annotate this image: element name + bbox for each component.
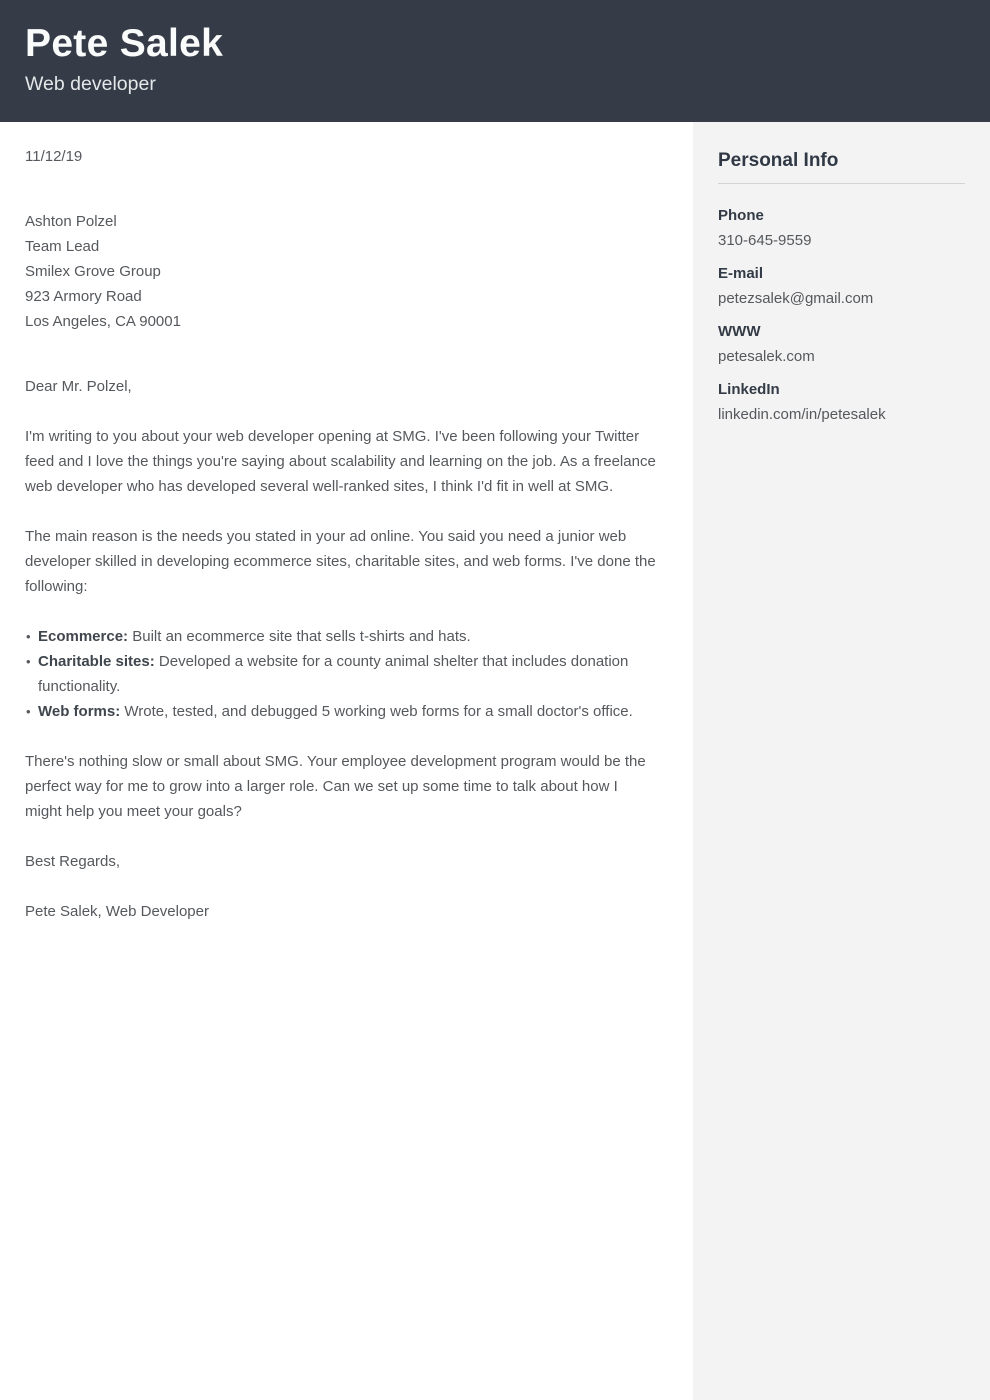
recipient-name: Ashton Polzel: [25, 213, 117, 230]
bullet-text: Wrote, tested, and debugged 5 working web forms for a small doctor's office.: [124, 703, 633, 720]
paragraph-closing: There's nothing slow or small about SMG. Your employee development program would be the perfect way for me to grow into a larger role. Can we set up some time to talk about how I might help you meet your goals?: [25, 753, 646, 820]
letter-body: [0, 122, 693, 1400]
recipient-street: 923 Armory Road: [25, 288, 142, 305]
sidebar: [693, 122, 990, 1400]
salutation: Dear Mr. Polzel,: [25, 378, 132, 395]
paragraph-intro: I'm writing to you about your web developer opening at SMG. I've been following your Twitter feed and I love the things you're saying about scalability and learning on the job. As a freelance web developer who has developed several well-ranked sites, I think I'd fit in well at SMG.: [25, 428, 656, 495]
sidebar-title: Personal Info: [718, 150, 839, 171]
bullet-icon: •: [26, 629, 31, 644]
info-label: Phone: [718, 207, 764, 224]
bullet-label: Charitable sites:: [38, 653, 155, 670]
sidebar-divider: [718, 183, 965, 184]
info-item-linkedin: [718, 377, 965, 427]
info-label: WWW: [718, 323, 761, 340]
header: [0, 0, 990, 122]
info-value: 310-645-9559: [718, 232, 812, 249]
bullet-text: Developed a website for a county animal shelter that includes donation functionality.: [38, 653, 629, 695]
info-value: linkedin.com/in/petesalek: [718, 406, 886, 423]
list-item-ecommerce: [25, 624, 658, 649]
signature: Pete Salek, Web Developer: [25, 903, 209, 920]
info-item-www: [718, 319, 965, 369]
bullet-label: Web forms:: [38, 703, 121, 720]
info-label: E-mail: [718, 265, 764, 282]
recipient-block: [25, 209, 658, 334]
info-label: LinkedIn: [718, 381, 780, 398]
list-item-web-forms: [25, 699, 658, 724]
bullet-label: Ecommerce:: [38, 628, 129, 645]
letter-date: 11/12/19: [25, 148, 83, 165]
recipient-company: Smilex Grove Group: [25, 263, 161, 280]
bullet-text: Built an ecommerce site that sells t-shirts and hats.: [132, 628, 471, 645]
paragraph-reason: The main reason is the needs you stated in your ad online. You said you need a junior web developer skilled in developing ecommerce sites, charitable sites, and web forms. I've done the following:: [25, 528, 656, 595]
info-item-email: [718, 261, 965, 311]
qualifications-list: [25, 624, 658, 724]
info-value: petesalek.com: [718, 348, 815, 365]
content-columns: [0, 122, 990, 1400]
info-value: petezsalek@gmail.com: [718, 290, 874, 307]
bullet-icon: •: [26, 704, 31, 719]
recipient-city: Los Angeles, CA 90001: [25, 313, 181, 330]
candidate-name: Pete Salek: [25, 22, 224, 65]
candidate-job-title: Web developer: [25, 73, 156, 95]
valediction: Best Regards,: [25, 853, 121, 870]
list-item-charitable-sites: [25, 649, 658, 699]
recipient-role: Team Lead: [25, 238, 100, 255]
info-item-phone: [718, 203, 965, 253]
bullet-icon: •: [26, 654, 31, 669]
